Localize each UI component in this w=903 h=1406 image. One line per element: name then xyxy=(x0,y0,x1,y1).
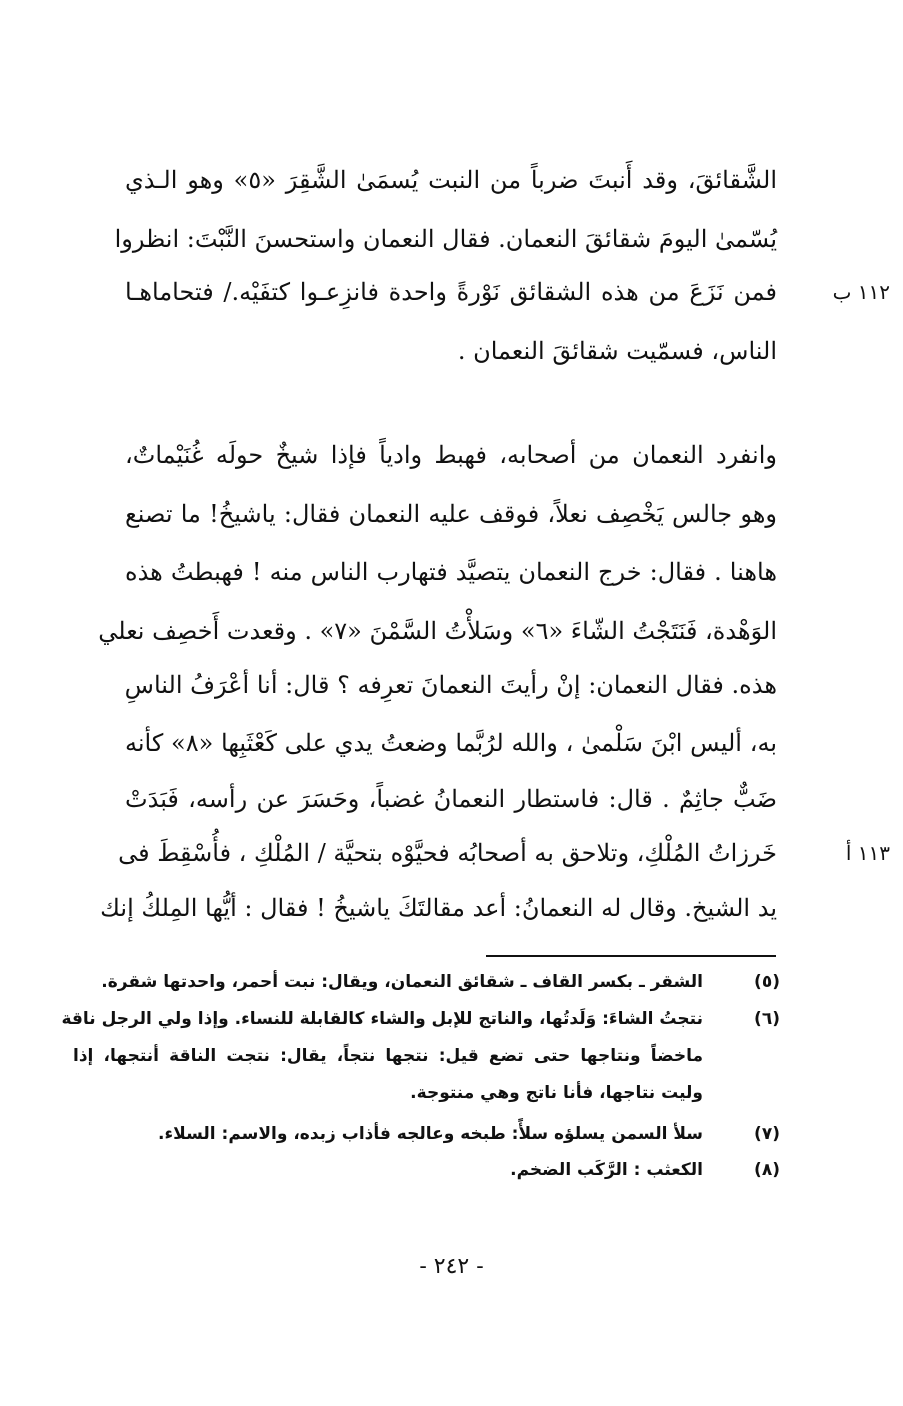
text-line xyxy=(0,321,903,381)
line-text: الناس، فسمّيت شقائقَ النعمان . xyxy=(457,337,777,365)
line-text: يد الشيخ. وقال له النعمانُ: أعد مقالتَكَ ياشيخُ ! فقال : أيُّها المِلكُ إنك xyxy=(100,894,777,922)
line-text: ضَبٌّ جاثِمٌ . قال: فاستطار النعمانُ غضباً، وحَسَرَ عن رأسه، فَبَدَتْ xyxy=(125,785,777,813)
text-line xyxy=(0,878,903,938)
text-line xyxy=(0,542,903,602)
footnote-text: نتجتُ الشاءَ: وَلَدتُها، والناتج للإبل والشاء كالقابلة للنساء. وإذا ولي الرجل ناقة xyxy=(61,1009,703,1029)
line-text: الشَّقائقَ، وقد أَنبتَ ضرباً من النبت يُسمَىٰ الشَّقِرَ «٥» وهو الـذي xyxy=(125,166,777,194)
line-text: الوَهْدة، فَنَتَجْتُ الشّاءَ «٦» وسَلأْتُ السَّمْنَ «٧» . وقعدت أَخصِف نعلي xyxy=(98,617,777,645)
page-number: - ٢٤٢ - xyxy=(419,1254,484,1279)
footnote-line xyxy=(0,1038,903,1074)
line-text: فمن نَزَعَ من هذه الشقائق نَوْرةً واحدة فانزِعـوا كتفَيْه./ فتحاماهـا xyxy=(125,278,777,306)
footnote-text: ماخضاً ونتاجها حتى تضع قيل: نتجها نتجاً، يقال: نتجت الناقة أنتجها، إذا xyxy=(73,1046,703,1066)
footnote-line xyxy=(0,1001,903,1037)
text-line xyxy=(0,425,903,485)
footnote-text: الكعثب : الرَّكَب الضخم. xyxy=(510,1160,703,1180)
text-line xyxy=(0,484,903,544)
footnote-number: (٦) xyxy=(754,1009,780,1029)
footnote-line xyxy=(0,1152,903,1188)
footnote-text: وليت نتاجها، فأنا ناتج وهي منتوجة. xyxy=(410,1083,703,1103)
text-line xyxy=(0,209,903,269)
footnote-separator xyxy=(486,955,776,957)
text-line xyxy=(0,823,903,883)
line-text: يُسّمىٰ اليومَ شقائقَ النعمان. فقال النعمان واستحسنَ النَّبْتَ: انظروا xyxy=(114,225,777,253)
footnote-text: سلأ السمن يسلؤه سلأً: طبخه وعالجه فأذاب زبده، والاسم: السلاء. xyxy=(158,1124,703,1144)
line-text: خَرزاتُ المُلْكِ، وتلاحق به أصحابُه فحيَّوْه بتحيَّة / المُلْكِ ، فأُسْقِطَ فى xyxy=(118,839,777,867)
line-text: هاهنا . فقال: خرج النعمان يتصيَّد فتهارب الناس منه ! فهبطتُ هذه xyxy=(125,558,777,586)
manuscript-folio-marker: ١١٢ ب xyxy=(832,280,890,304)
footnote-text: الشقر ـ بكسر القاف ـ شقائق النعمان، ويقال: نبت أحمر، واحدتها شقرة. xyxy=(101,972,703,992)
footnote-line xyxy=(0,964,903,1000)
line-text: به، أليس ابْنَ سَلْمىٰ ، والله لرُبَّما وضعتُ يدي على كَعْثَبِها «٨» كأنه xyxy=(125,729,777,757)
text-line xyxy=(0,150,903,210)
text-line xyxy=(0,601,903,661)
footnote-number: (٧) xyxy=(754,1124,780,1144)
manuscript-folio-marker: ١١٣ أ xyxy=(845,841,890,865)
footnote-number: (٥) xyxy=(754,972,780,992)
text-line xyxy=(0,713,903,773)
footnote-line xyxy=(0,1116,903,1152)
text-line xyxy=(0,655,903,715)
line-text: هذه. فقال النعمان: إنْ رأيتَ النعمانَ تعرِفه ؟ قال: أنا أعْرَفُ الناسِ xyxy=(124,671,777,699)
line-text: وانفرد النعمان من أصحابه، فهبط وادياً فإذا شيخٌ حولَه غُنَيْماتٌ، xyxy=(125,441,777,469)
text-line xyxy=(0,262,903,322)
footnote-number: (٨) xyxy=(754,1160,780,1180)
line-text: وهو جالس يَخْصِف نعلاً، فوقف عليه النعمان فقال: ياشيخُ! ما تصنع xyxy=(125,500,777,528)
text-line xyxy=(0,769,903,829)
footnote-line xyxy=(0,1075,903,1111)
